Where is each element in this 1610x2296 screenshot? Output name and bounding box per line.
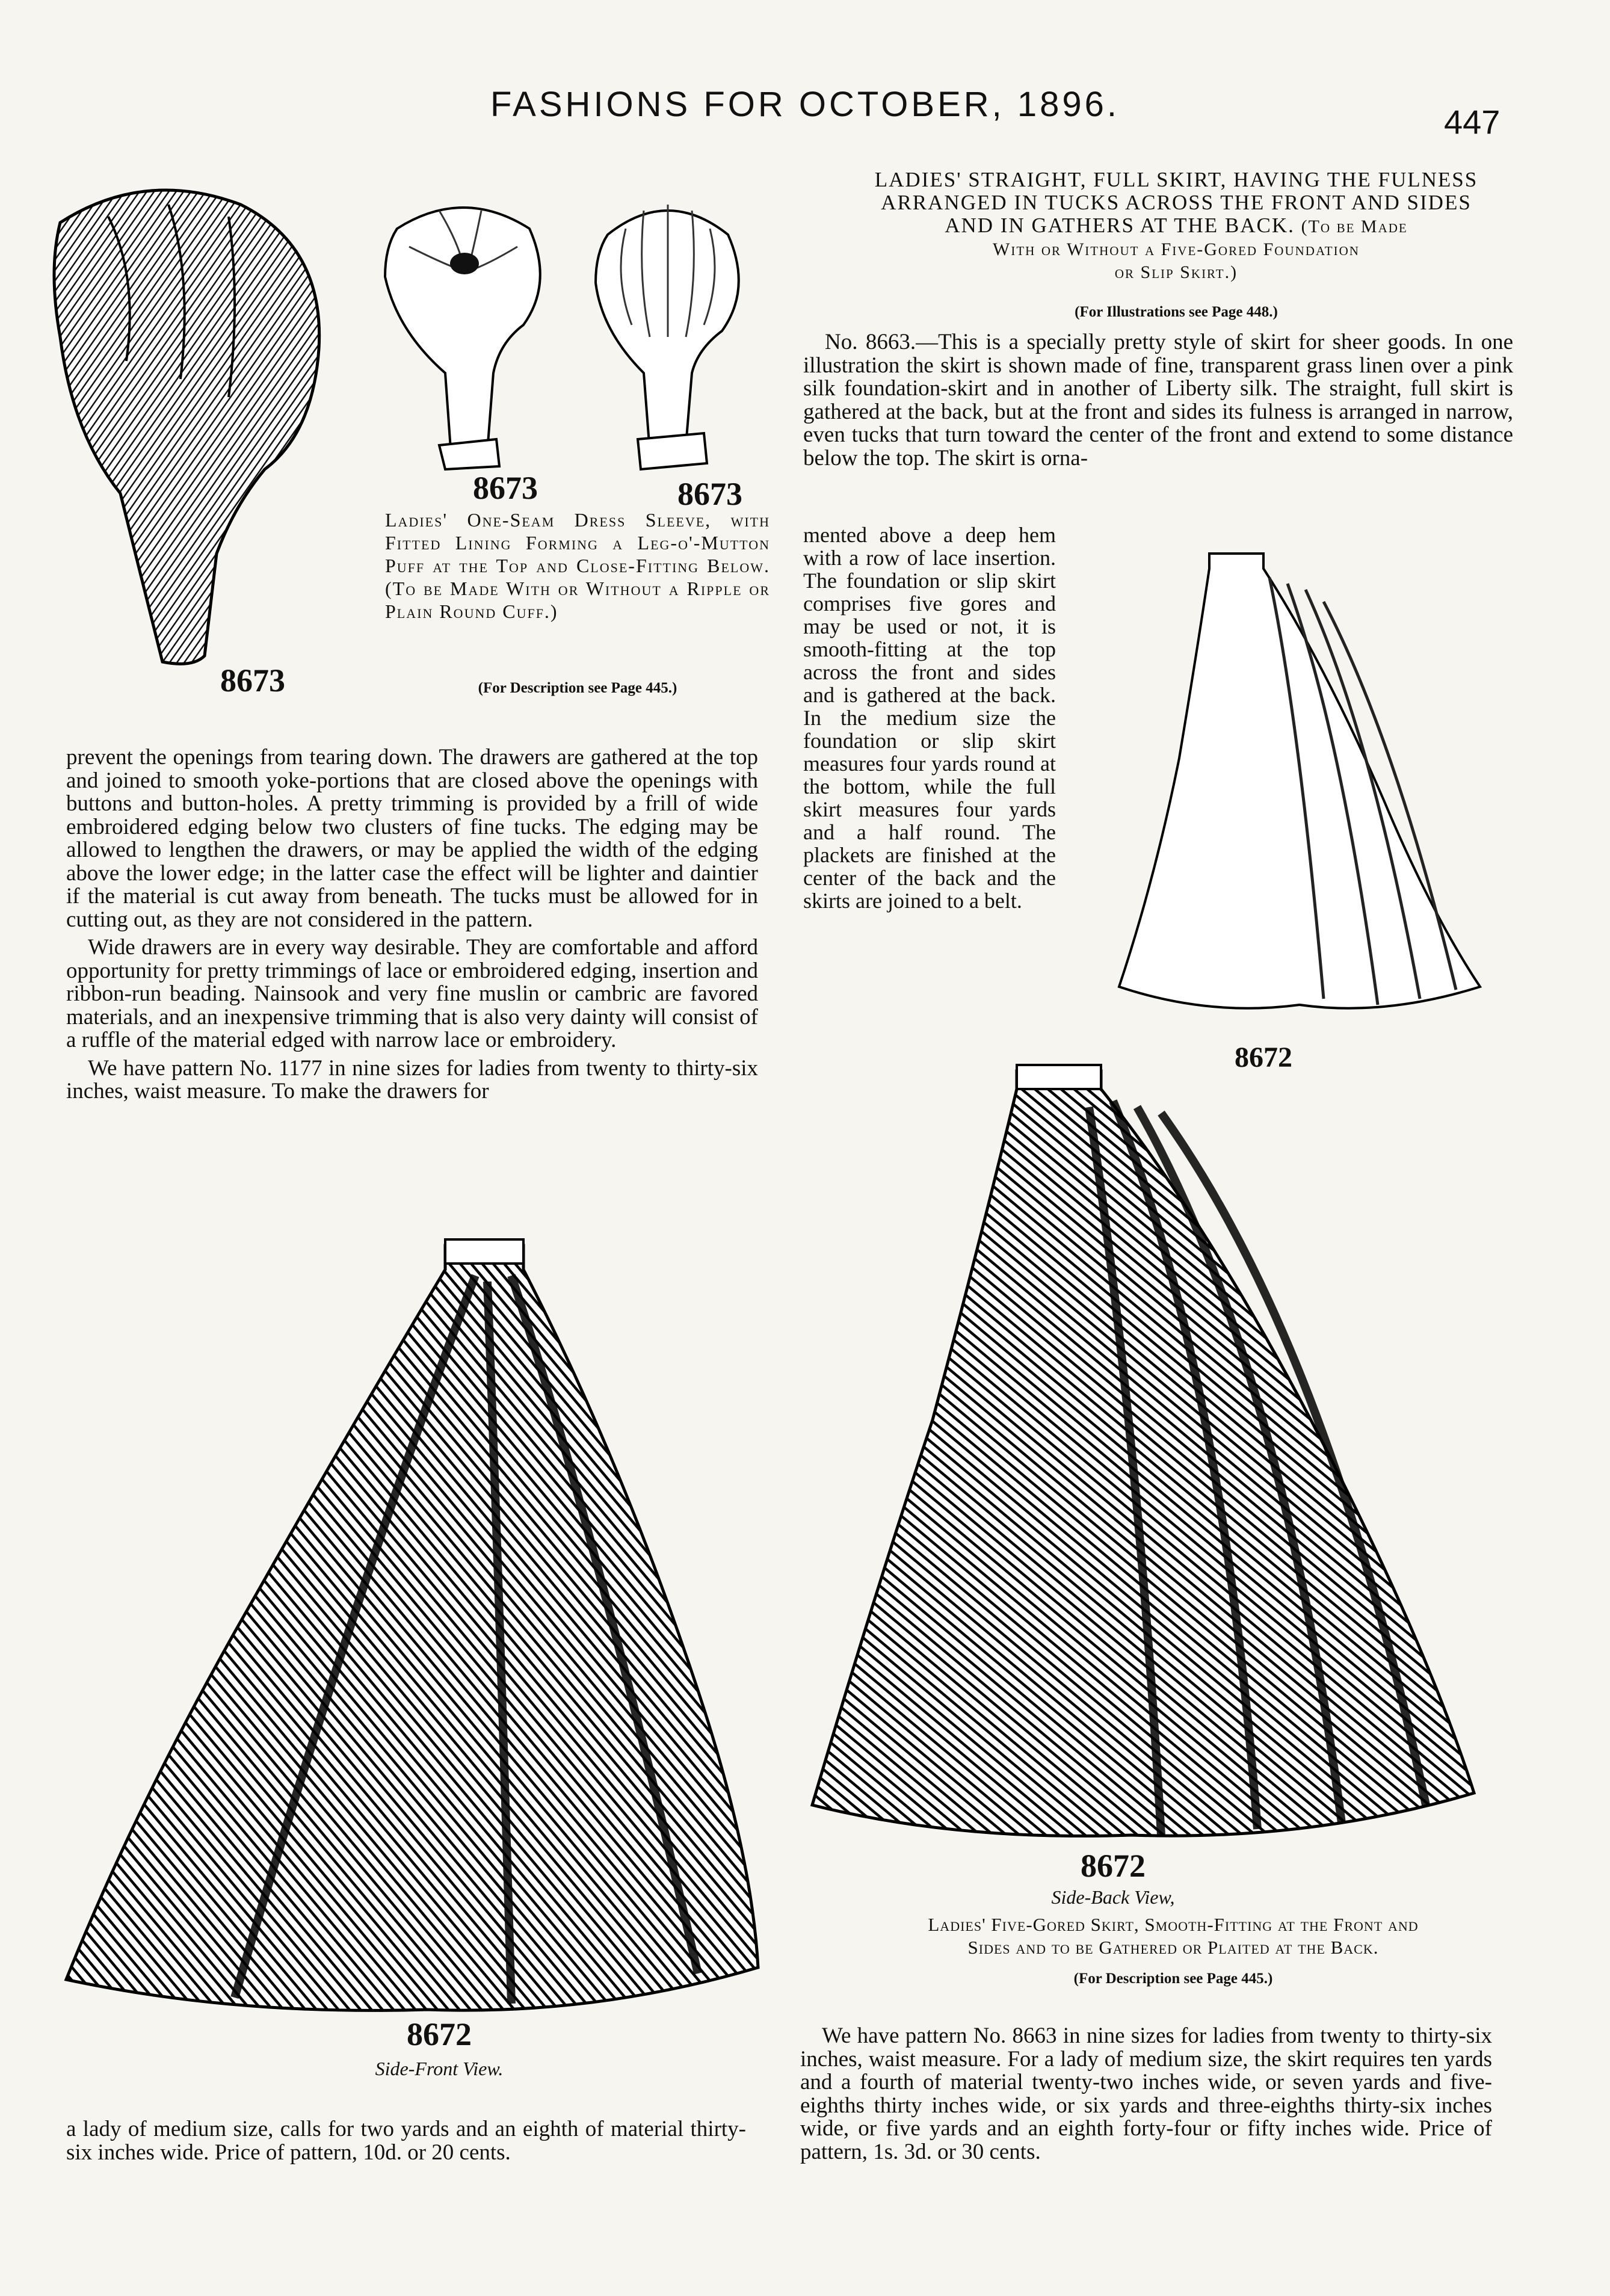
skirt-article-title [800, 168, 1552, 284]
bottom-left-paragraph: a lady of medium size, calls for two yards and an eighth of material thirty-six inches wide. Price of pattern, 10d. or 20 cents. [66, 2117, 746, 2165]
skirt-title-sub-3: or Slip Skirt.) [1114, 262, 1238, 282]
five-gored-caption-line-2: Sides and to be Gathered or Plaited at the Back. [967, 1937, 1379, 1958]
skirt-title-line-3-text: AND IN GATHERS AT THE BACK. [945, 214, 1295, 237]
skirt-title-sub-2: With or Without a Five-Gored Foundation [993, 239, 1360, 259]
five-gored-description-note: (For Description see Page 445.) [1073, 1970, 1273, 1987]
skirt-article-intro: No. 8663.—This is a specially pretty style of skirt for sheer goods. In one illustration the skirt is shown made of fine, transparent grass linen over a pink silk foundation-skirt and in another of Liberty silk. The straight, full skirt is gathered at the back, but at the front and sides its fulness is arranged in narrow, even tucks that turn toward the center of the front and extend to some distance below the top. The skirt is orna- [803, 330, 1513, 471]
skirt-title-line-1: LADIES' STRAIGHT, FULL SKIRT, HAVING THE FULNESS [874, 168, 1478, 191]
drawers-article [66, 746, 758, 1108]
drawers-paragraph-3: We have pattern No. 1177 in nine sizes for ladies from twenty to thirty-six inches, waist measure. To make the drawers for [66, 1055, 758, 1103]
five-gored-caption-line-1: Ladies' Five-Gored Skirt, Smooth-Fitting at the Front and [928, 1914, 1419, 1935]
sleeve-illustration-ripple-cuff [578, 193, 758, 481]
sleeve-caption: Ladies' One-Seam Dress Sleeve, with Fitted Lining Forming a Leg-o'-Mutton Puff at the Top and Close-Fitting Below. (To be Made With or Without a Ripple or Plain Round Cuff.) [385, 509, 770, 622]
small-skirt-pattern-number: 8672 [1235, 1042, 1292, 1073]
sleeve-description-note: (For Description see Page 445.) [478, 680, 677, 696]
pattern-number-sleeve-1: 8673 [220, 662, 285, 699]
skirt-illustrations-note: (For Illustrations see Page 448.) [1075, 304, 1278, 320]
drawers-paragraph-2: Wide drawers are in every way desirable. They are comfortable and afford opportunity for pretty trimmings of lace or embroidered edging, insertion and ribbon-run beading. Nainsook and very fine muslin or cambric are favored materials, and an inexpensive trimming that is also very dainty will consist of a ruffle of the material edged with narrow lace or embroidery. [66, 935, 758, 1052]
bottom-right-paragraph: We have pattern No. 8663 in nine sizes for ladies from twenty to thirty-six inches, waist measure. For a lady of medium size, the skirt requires ten yards and a fourth of material twenty-two inches wide, or seven yards and five-eighths thirty inches wide, or six yards and three-eighths thirty-six inches wide, or five yards and an eighth forty-four or fifty inches wide. Price of pattern, 1s. 3d. or 30 cents. [800, 2023, 1492, 2164]
skirt-article-column: mented above a deep hem with a row of lace insertion. The foundation or slip skirt comprises five gores and may be used or not, it is smooth-fitting at the top across the front and sides and is gathered at the back. In the medium size the foundation or slip skirt measures four yards round at the bottom, while the full skirt measures four yards and a half round. The plackets are finished at the center of the back and the skirts are joined to a belt. [803, 523, 1056, 913]
pattern-number-sleeve-2: 8673 [473, 470, 538, 506]
side-back-view-label: Side-Back View, [1051, 1886, 1175, 1908]
pattern-number-sleeve-3: 8673 [677, 476, 742, 512]
small-skirt-illustration [1071, 542, 1528, 1035]
skirt-side-front-illustration [54, 1227, 770, 2028]
sleeve-illustration-large [36, 181, 373, 680]
sleeve-illustration-plain-cuff [373, 193, 554, 481]
skirt-side-back-illustration [800, 1059, 1492, 1853]
side-front-pattern-number: 8672 [407, 2016, 472, 2052]
skirt-title-line-3 [800, 214, 1552, 238]
side-back-pattern-number: 8672 [1081, 1848, 1146, 1884]
drawers-paragraph-1: prevent the openings from tearing down. The drawers are gathered at the top and joined to smooth yoke-portions that are closed above the openings with buttons and button-holes. A pretty trimming is provided by a frill of wide embroidered edging below two clusters of fine tucks. The edging may be allowed to lengthen the drawers, or may be applied the width of the edging above the lower edge; in the latter case the effect will be lighter and daintier if the material is cut away from beneath. The tucks must be allowed for in cutting out, as they are not considered in the pattern. [66, 745, 758, 932]
skirt-title-line-2: ARRANGED IN TUCKS ACROSS THE FRONT AND SIDES [881, 191, 1472, 214]
side-front-view-label: Side-Front View. [375, 2058, 504, 2079]
five-gored-caption [794, 1913, 1552, 1959]
page-number: 447 [1444, 103, 1501, 141]
skirt-title-sub-1: (To be Made [1301, 217, 1408, 236]
page-header-title: FASHIONS FOR OCTOBER, 1896. [490, 85, 1120, 124]
